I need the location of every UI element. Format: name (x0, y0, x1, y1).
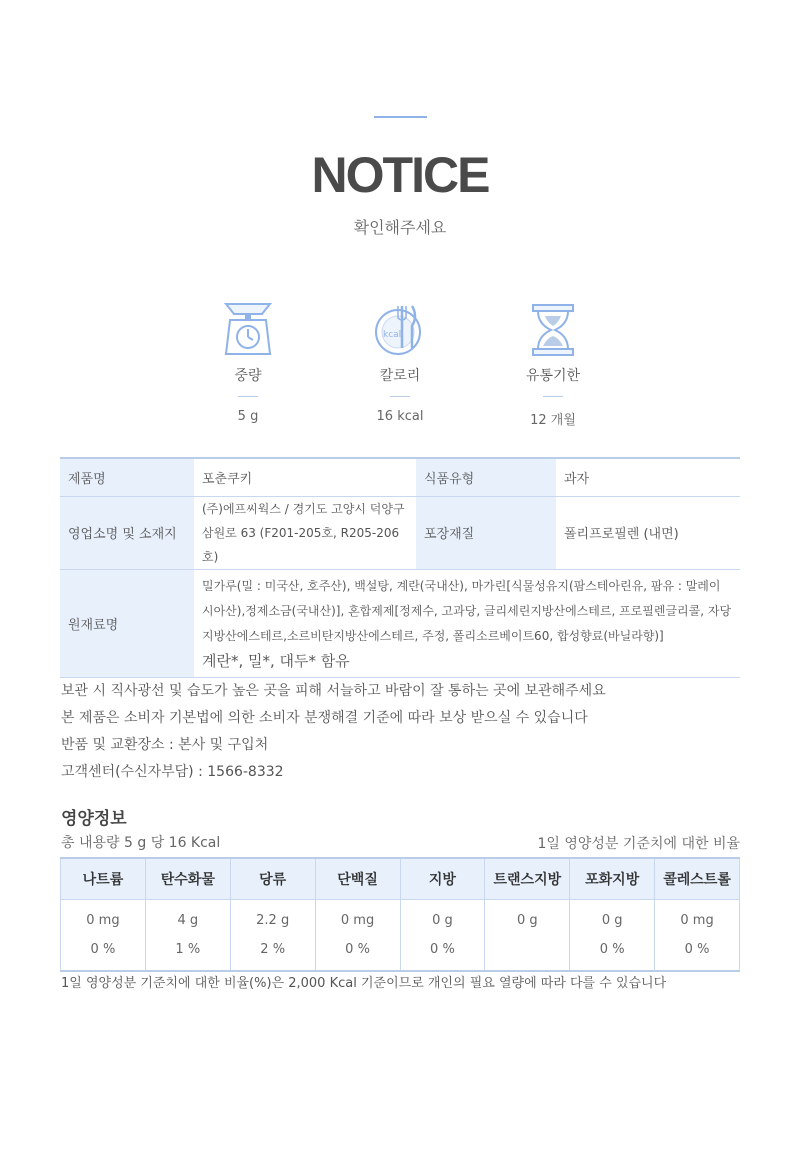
col-cholesterol: 콜레스트롤 (655, 858, 740, 900)
expiry-label: 유통기한 (525, 368, 581, 384)
ingredients-value: 밀가루(밀 : 미국산, 호주산), 백설탕, 계란(국내산), 마가린[식물성유지(팜스테아린유, 팜유 : 말레이시아산),정제소금(국내산)], 혼합제제[정제수, 고과당, 글리세린지방산에스테르, 프로필렌글리콜, 자당지방산에스테르,소르비탄지방산에스테르, 주정, 폴리소르베이트60, 합성향료(바닐라향)] (202, 578, 732, 643)
table-row (60, 569, 740, 677)
serving-info: 총 내용량 5 g 당 16 Kcal (61, 835, 221, 851)
expiry-value: 12 개월 (530, 413, 576, 428)
col-trans-fat: 트랜스지방 (485, 858, 570, 900)
kcal-plate-icon (370, 300, 430, 360)
calorie-label: 칼로리 (379, 368, 421, 384)
weight-value: 5 g (237, 409, 259, 424)
food-type-label: 식품유형 (416, 458, 556, 496)
food-type-value: 과자 (556, 458, 740, 496)
percent-protein: 0 % (315, 935, 400, 971)
note-compensation: 본 제품은 소비자 기본법에 의한 소비자 분쟁해결 기준에 따라 보상 받으실 수 있습니다 (61, 710, 588, 726)
ingredients-label: 원재료명 (60, 569, 194, 677)
nutrition-title: 영양정보 (61, 809, 127, 829)
nutrition-header-row (61, 858, 740, 900)
amount-carbohydrate: 4 g (145, 900, 230, 936)
manufacturer-value: (주)에프씨웍스 / 경기도 고양시 덕양구 삼원로 63 (F201-205호, R205-206호) (194, 496, 416, 569)
col-saturated-fat: 포화지방 (570, 858, 655, 900)
allergens-value: 계란*, 밀*, 대두* 함유 (202, 651, 350, 670)
divider (543, 396, 563, 397)
amount-sugar: 2.2 g (230, 900, 315, 936)
packaging-value: 폴리프로필렌 (내면) (556, 496, 740, 569)
table-row (60, 458, 740, 496)
col-sodium: 나트륨 (61, 858, 146, 900)
nutrition-footnote: 1일 영양성분 기준치에 대한 비율(%)은 2,000 Kcal 기준이므로 개인의 필요 열량에 따라 다를 수 있습니다 (61, 976, 667, 991)
table-row (60, 496, 740, 569)
page-title: NOTICE (311, 147, 489, 203)
amount-sodium: 0 mg (61, 900, 146, 936)
col-fat: 지방 (400, 858, 485, 900)
product-info-table (60, 457, 740, 678)
manufacturer-label: 영업소명 및 소재지 (60, 496, 194, 569)
info-weight (188, 300, 308, 424)
page-subtitle: 확인해주세요 (353, 218, 447, 237)
daily-value-label: 1일 영양성분 기준치에 대한 비율 (537, 836, 740, 852)
amount-fat: 0 g (400, 900, 485, 936)
packaging-label: 포장재질 (416, 496, 556, 569)
col-carbohydrate: 탄수화물 (145, 858, 230, 900)
care-notes (61, 678, 606, 786)
note-return: 반품 및 교환장소 : 본사 및 구입처 (61, 737, 269, 753)
product-name-label: 제품명 (60, 458, 194, 496)
hourglass-icon (523, 300, 583, 360)
percent-trans-fat (485, 935, 570, 971)
weight-label: 중량 (234, 368, 262, 384)
col-protein: 단백질 (315, 858, 400, 900)
nutrition-percent-row (61, 935, 740, 971)
percent-sodium: 0 % (61, 935, 146, 971)
amount-trans-fat: 0 g (485, 900, 570, 936)
percent-sugar: 2 % (230, 935, 315, 971)
percent-cholesterol: 0 % (655, 935, 740, 971)
scale-icon (218, 300, 278, 360)
product-name-value: 포춘쿠키 (194, 458, 416, 496)
top-accent-line (374, 116, 427, 118)
nutrition-amount-row (61, 900, 740, 936)
calorie-value: 16 kcal (376, 409, 424, 424)
percent-saturated-fat: 0 % (570, 935, 655, 971)
info-calorie (340, 300, 460, 424)
col-sugar: 당류 (230, 858, 315, 900)
amount-saturated-fat: 0 g (570, 900, 655, 936)
note-storage: 보관 시 직사광선 및 습도가 높은 곳을 피해 서늘하고 바람이 잘 통하는 곳에 보관해주세요 (61, 683, 606, 699)
amount-protein: 0 mg (315, 900, 400, 936)
divider (390, 396, 410, 397)
percent-fat: 0 % (400, 935, 485, 971)
amount-cholesterol: 0 mg (655, 900, 740, 936)
svg-text:kcal: kcal (383, 330, 402, 340)
divider (238, 396, 258, 397)
info-expiry (493, 300, 613, 428)
nutrition-table (60, 857, 740, 972)
ingredients-cell (194, 569, 740, 677)
percent-carbohydrate: 1 % (145, 935, 230, 971)
note-customer-center: 고객센터(수신자부담) : 1566-8332 (61, 764, 284, 780)
